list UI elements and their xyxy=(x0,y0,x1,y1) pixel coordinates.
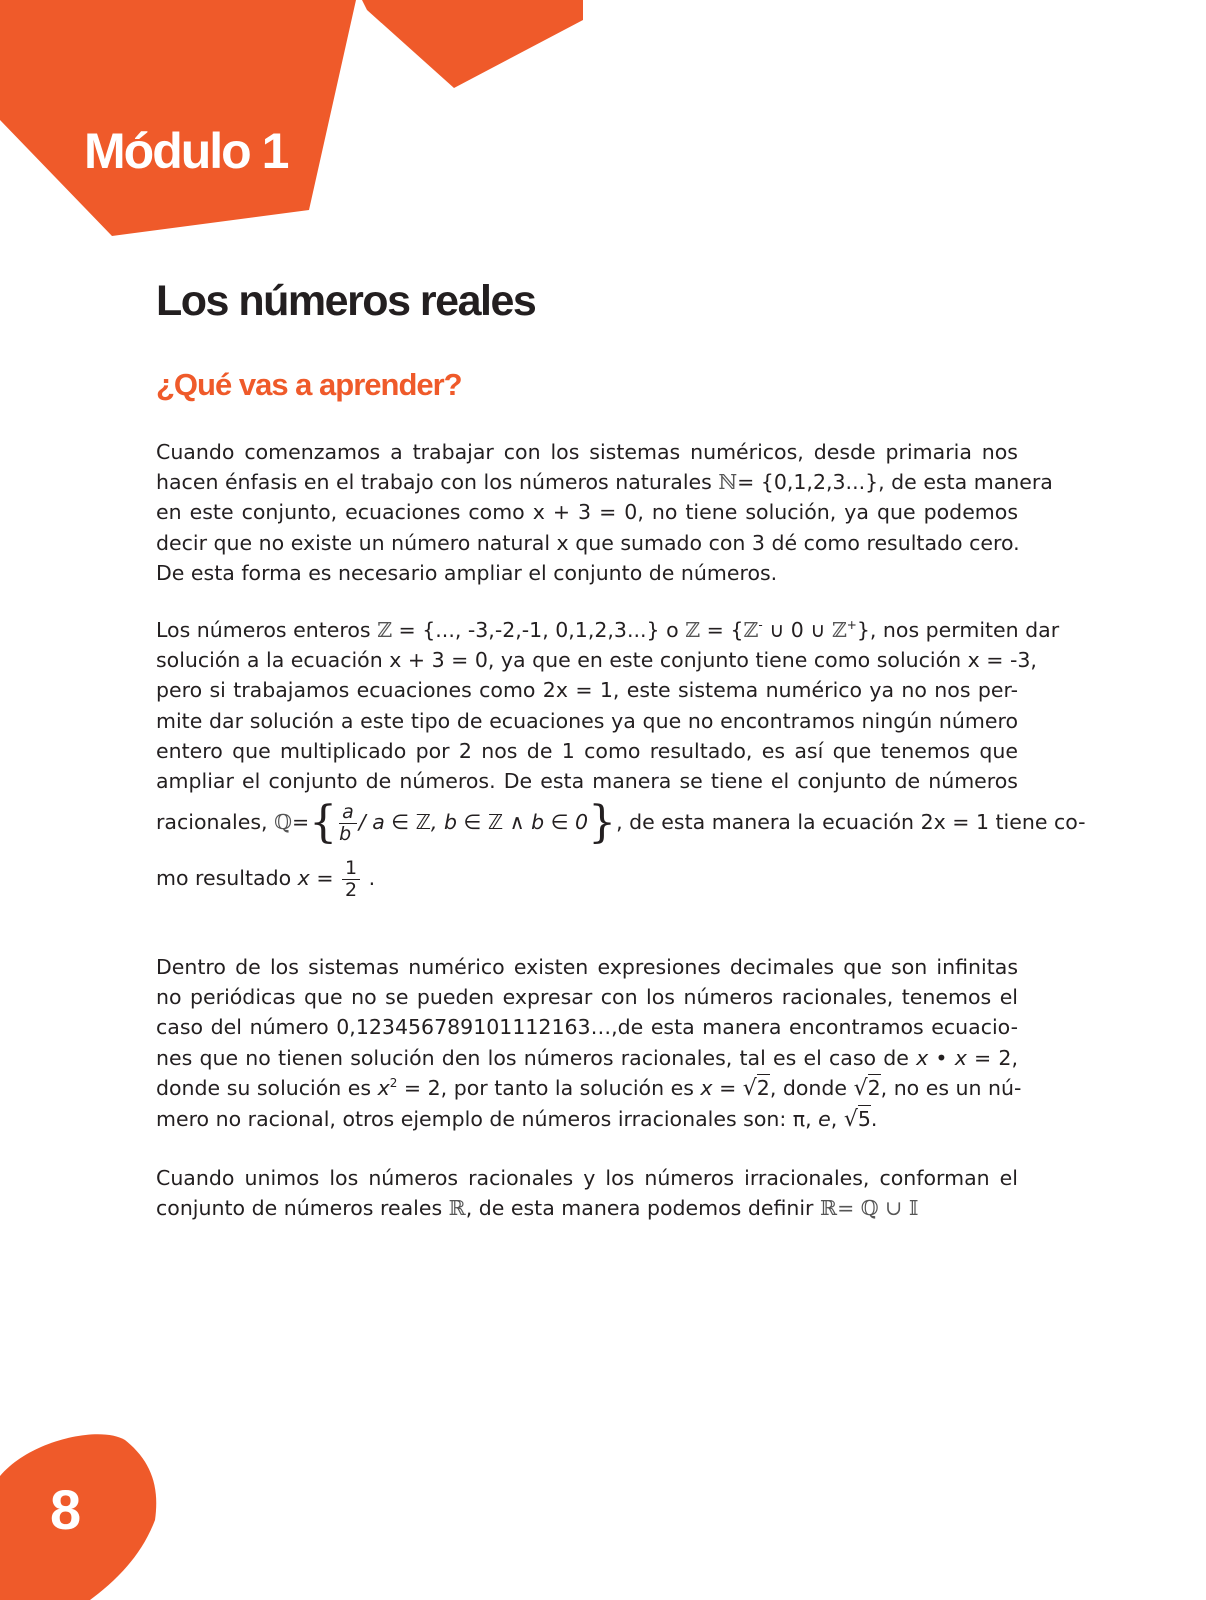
rationals-formula-line: racionales, ℚ={ $\frac{a}{b}$ / a ∈ ℤ, b ∈ ℤ ∧ b ∈ 0}, de esta manera la ecuación 2x = 1 tiene co- xyxy=(156,797,1086,849)
text-line: ampliar el conjunto de números. De esta manera se tiene el conjunto de números xyxy=(156,769,1018,794)
paragraph-reals xyxy=(156,1163,1018,1223)
text-line: nes que no tienen solución den los números racionales, tal es el caso de x • x = 2, xyxy=(156,1045,1018,1070)
text-line: De esta forma es necesario ampliar el conjunto de números. xyxy=(156,560,778,585)
text-line: decir que no existe un número natural x que sumado con 3 dé como resultado cero. xyxy=(156,530,1020,555)
page-title: Los números reales xyxy=(156,277,536,325)
text-line: en este conjunto, ecuaciones como x + 3 = 0, no tiene solución, ya que podemos xyxy=(156,500,1018,525)
sqrt-two: √2 xyxy=(742,1075,770,1101)
text-line: pero si trabajamos ecuaciones como 2x = 1, este sistema numérico ya no nos per- xyxy=(156,678,1018,703)
fraction-a-over-b: $\frac{a}{b}$ xyxy=(339,803,357,844)
brace-close: } xyxy=(588,797,617,849)
text-line: no periódicas que no se pueden expresar con los números racionales, tenemos el xyxy=(156,985,1018,1010)
text-line: mite dar solución a este tipo de ecuaciones ya que no encontramos ningún número xyxy=(156,708,1018,733)
text-line: Dentro de los sistemas numérico existen expresiones decimales que son infinitas xyxy=(156,955,1018,979)
paragraph-natural-numbers xyxy=(156,437,1053,588)
text-line: Cuando comenzamos a trabajar con los sistemas numéricos, desde primaria nos xyxy=(156,440,1018,464)
header-shape-right xyxy=(362,0,583,88)
page-number: 8 xyxy=(50,1478,82,1541)
text-line: solución a la ecuación x + 3 = 0, ya que en este conjunto tiene como solución x = -3, xyxy=(156,648,1037,673)
text-line: mero no racional, otros ejemplo de números irracionales son: π, e, √5. xyxy=(156,1107,878,1133)
text-line: Cuando unimos los números racionales y los números irracionales, conforman el xyxy=(156,1166,1018,1190)
sqrt-five: √5 xyxy=(843,1107,871,1133)
paragraph-integers-rationals xyxy=(156,615,1086,908)
solution-line: mo resultado x = $\frac{1}{2}$ . xyxy=(156,856,376,901)
text-line: Los números enteros ℤ = {..., -3,-2,-1, 0,1,2,3...} o ℤ = {ℤ- ∪ 0 ∪ ℤ+}, nos permiten dar xyxy=(156,618,1060,642)
text-line: hacen énfasis en el trabajo con los números naturales ℕ= {0,1,2,3...}, de esta manera xyxy=(156,470,1053,495)
section-subtitle: ¿Qué vas a aprender? xyxy=(156,367,462,402)
text-line: donde su solución es $x^2 = 2$, por tanto la solución es x = √2, donde √2, no es un nú- xyxy=(156,1075,1022,1101)
sqrt-two: √2 xyxy=(853,1075,881,1101)
header-shape-left xyxy=(0,0,356,236)
text-line: caso del número 0,123456789101112163…,de esta manera encontramos ecuacio- xyxy=(156,1015,1018,1040)
module-label: Módulo 1 xyxy=(84,123,288,179)
text-line: conjunto de números reales ℝ, de esta manera podemos definir ℝ= ℚ ∪ 𝕀 xyxy=(156,1196,919,1221)
text-line: entero que multiplicado por 2 nos de 1 como resultado, es así que tenemos que xyxy=(156,738,1018,763)
brace-open: { xyxy=(309,797,338,849)
paragraph-irrationals xyxy=(156,952,1022,1135)
fraction-one-half: $\frac{1}{2}$ xyxy=(342,859,360,900)
